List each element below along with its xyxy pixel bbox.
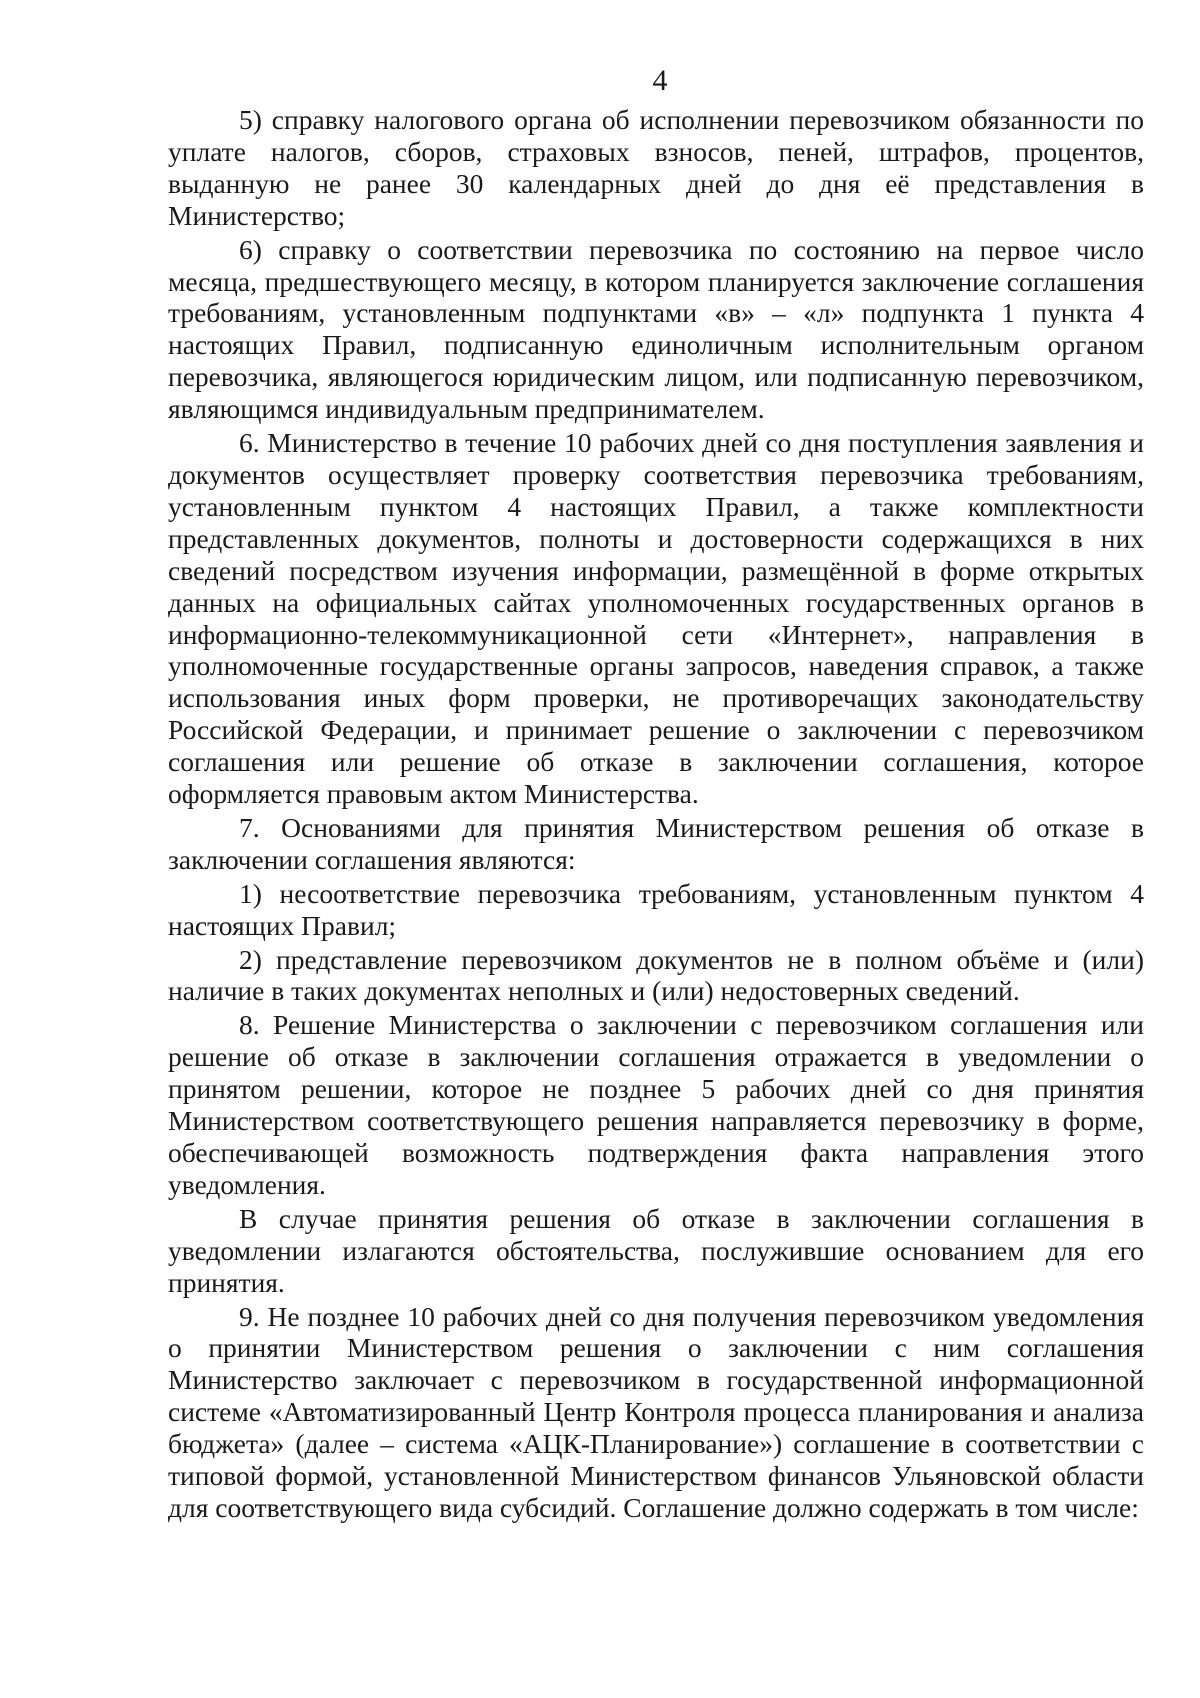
paragraph-clause-9: 9. Не позднее 10 рабочих дней со дня получения перевозчиком уведомления о принятии Министерством решения о заключении с ним соглашения Министерство заключает с перевозчиком в государственной информационной системе «Автоматизированный Центр Контроля процесса планирования и анализа бюджета» (далее – система «АЦК-Планирование») соглашение в соответствии с типовой формой, установленной Министерством финансов Ульяновской области для соответствующего вида субсидий. Соглашение должно содержать в том числе:: [168, 1300, 1144, 1523]
paragraph-clause-7-item-2: 2) представление перевозчиком документов не в полном объёме и (или) наличие в таких документах неполных и (или) недостоверных сведений.: [168, 943, 1144, 1007]
paragraph-clause-8: 8. Решение Министерства о заключении с перевозчиком соглашения или решение об отказе в заключении соглашения отражается в уведомлении о принятом решении, которое не позднее 5 рабочих дней со дня принятия Министерством соответствующего решения направляется перевозчику в форме, обеспечивающей возможность подтверждения факта направления этого уведомления.: [168, 1009, 1144, 1200]
paragraph-refusal-notice: В случае принятия решения об отказе в заключении соглашения в уведомлении излагаются обстоятельства, послужившие основанием для его принятия.: [168, 1202, 1144, 1298]
page-number: 4: [652, 64, 668, 97]
paragraph-item-6: 6) справку о соответствии перевозчика по состоянию на первое число месяца, предшествующего месяцу, в котором планируется заключение соглашения требованиям, установленным подпунктами «в» – «л» подпункта 1 пункта 4 настоящих Правил, подписанную единоличным исполнительным органом перевозчика, являющегося юридическим лицом, или подписанную перевозчиком, являющимся индивидуальным предпринимателем.: [168, 233, 1144, 425]
paragraph-clause-7-item-1: 1) несоответствие перевозчика требованиям, установленным пунктом 4 настоящих Правил;: [168, 877, 1144, 941]
paragraph-item-5: 5) справку налогового органа об исполнении перевозчиком обязанности по уплате налогов, сборов, страховых взносов, пеней, штрафов, процентов, выданную не ранее 30 календарных дней до дня её представления в Министерство;: [168, 104, 1144, 231]
document-body: [168, 104, 1144, 1526]
paragraph-clause-7: 7. Основаниями для принятия Министерством решения об отказе в заключении соглашения являются:: [168, 811, 1144, 875]
paragraph-clause-6: 6. Министерство в течение 10 рабочих дней со дня поступления заявления и документов осуществляет проверку соответствия перевозчика требованиям, установленным пунктом 4 настоящих Правил, а также комплектности представленных документов, полноты и достоверности содержащихся в них сведений посредством изучения информации, размещённой в форме открытых данных на официальных сайтах уполномоченных государственных органов в информационно-телекоммуникационной сети «Интернет», направления в уполномоченные государственные органы запросов, наведения справок, а также использования иных форм проверки, не противоречащих законодательству Российской Федерации, и принимает решение о заключении с перевозчиком соглашения или решение об отказе в заключении соглашения, которое оформляется правовым актом Министерства.: [168, 427, 1144, 810]
